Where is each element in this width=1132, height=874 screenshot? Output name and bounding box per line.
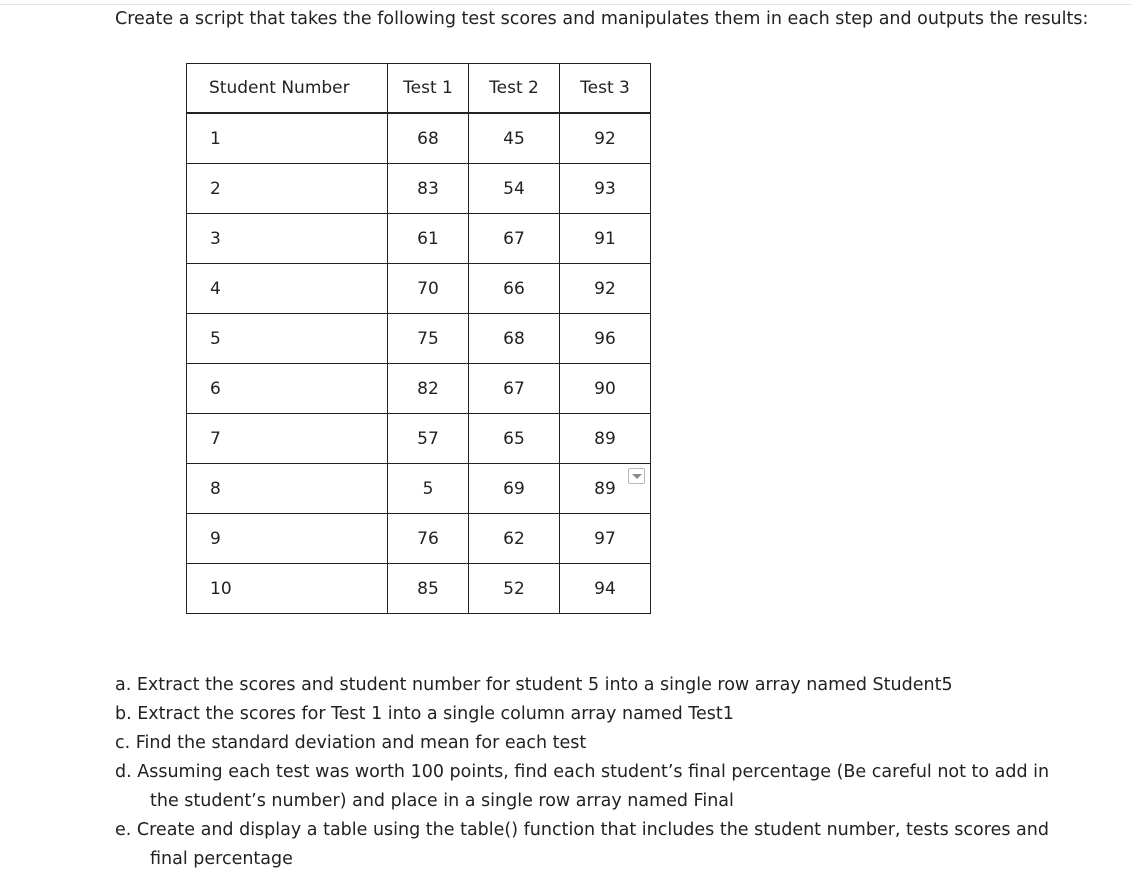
cell-test-3: 93 (560, 164, 651, 214)
cell-student-number: 5 (187, 314, 388, 364)
cell-student-number: 3 (187, 214, 388, 264)
cell-test-2: 68 (469, 314, 560, 364)
cell-test-3: 97 (560, 514, 651, 564)
table-row (187, 564, 651, 614)
cell-test-1: 57 (388, 414, 469, 464)
cell-test-3: 94 (560, 564, 651, 614)
cell-test-3: 89 (560, 414, 651, 464)
step-d: d. Assuming each test was worth 100 points, find each student’s final percentage (Be careful not to add in the student’s number) and place in a single row array named Final (115, 762, 1050, 811)
header-test-2: Test 2 (469, 64, 560, 113)
header-test-3: Test 3 (560, 64, 651, 113)
header-student-number: Student Number (187, 64, 388, 113)
cell-test-1: 82 (388, 364, 469, 414)
table-row (187, 414, 651, 464)
table-header-row (187, 64, 651, 113)
dropdown-icon[interactable] (628, 468, 645, 484)
cell-test-1: 70 (388, 264, 469, 314)
step-c: c. Find the standard deviation and mean for each test (115, 733, 587, 753)
cell-test-2: 45 (469, 114, 560, 164)
cell-student-number: 8 (187, 464, 388, 514)
step-a: a. Extract the scores and student number for student 5 into a single row array named Student5 (115, 675, 953, 695)
cell-test-2: 62 (469, 514, 560, 564)
cell-test-2: 66 (469, 264, 560, 314)
cell-student-number: 7 (187, 414, 388, 464)
table-row (187, 464, 651, 514)
cell-test-2: 67 (469, 214, 560, 264)
cell-test-3: 91 (560, 214, 651, 264)
cell-test-3: 89 (560, 464, 651, 514)
table-row (187, 514, 651, 564)
steps-list (115, 671, 1075, 874)
cell-student-number: 6 (187, 364, 388, 414)
cell-test-1: 83 (388, 164, 469, 214)
cell-student-number: 1 (187, 114, 388, 164)
cell-student-number: 2 (187, 164, 388, 214)
cell-student-number: 10 (187, 564, 388, 614)
cell-student-number: 4 (187, 264, 388, 314)
intro-paragraph: Create a script that takes the following test scores and manipulates them in each step and outputs the results: (115, 9, 1089, 29)
cell-test-2: 54 (469, 164, 560, 214)
cell-test-3: 90 (560, 364, 651, 414)
step-e: e. Create and display a table using the table() function that includes the student number, tests scores and final percentage (115, 820, 1049, 869)
cell-test-1: 76 (388, 514, 469, 564)
cell-test-3: 92 (560, 264, 651, 314)
cell-test-1: 5 (388, 464, 469, 514)
cell-test-3: 96 (560, 314, 651, 364)
cell-test-1: 61 (388, 214, 469, 264)
cell-test-1: 75 (388, 314, 469, 364)
cell-test-3: 92 (560, 114, 651, 164)
cell-test-2: 65 (469, 414, 560, 464)
table-row (187, 314, 651, 364)
cell-test-2: 69 (469, 464, 560, 514)
table-row (187, 114, 651, 164)
cell-test-1: 68 (388, 114, 469, 164)
cell-test-1: 85 (388, 564, 469, 614)
header-test-1: Test 1 (388, 64, 469, 113)
step-b: b. Extract the scores for Test 1 into a single column array named Test1 (115, 704, 734, 724)
table-row (187, 214, 651, 264)
scores-table (186, 63, 651, 614)
cell-test-2: 52 (469, 564, 560, 614)
table-row (187, 264, 651, 314)
cell-test-2: 67 (469, 364, 560, 414)
table-row (187, 364, 651, 414)
table-row (187, 164, 651, 214)
cell-student-number: 9 (187, 514, 388, 564)
score-rows (187, 114, 651, 614)
